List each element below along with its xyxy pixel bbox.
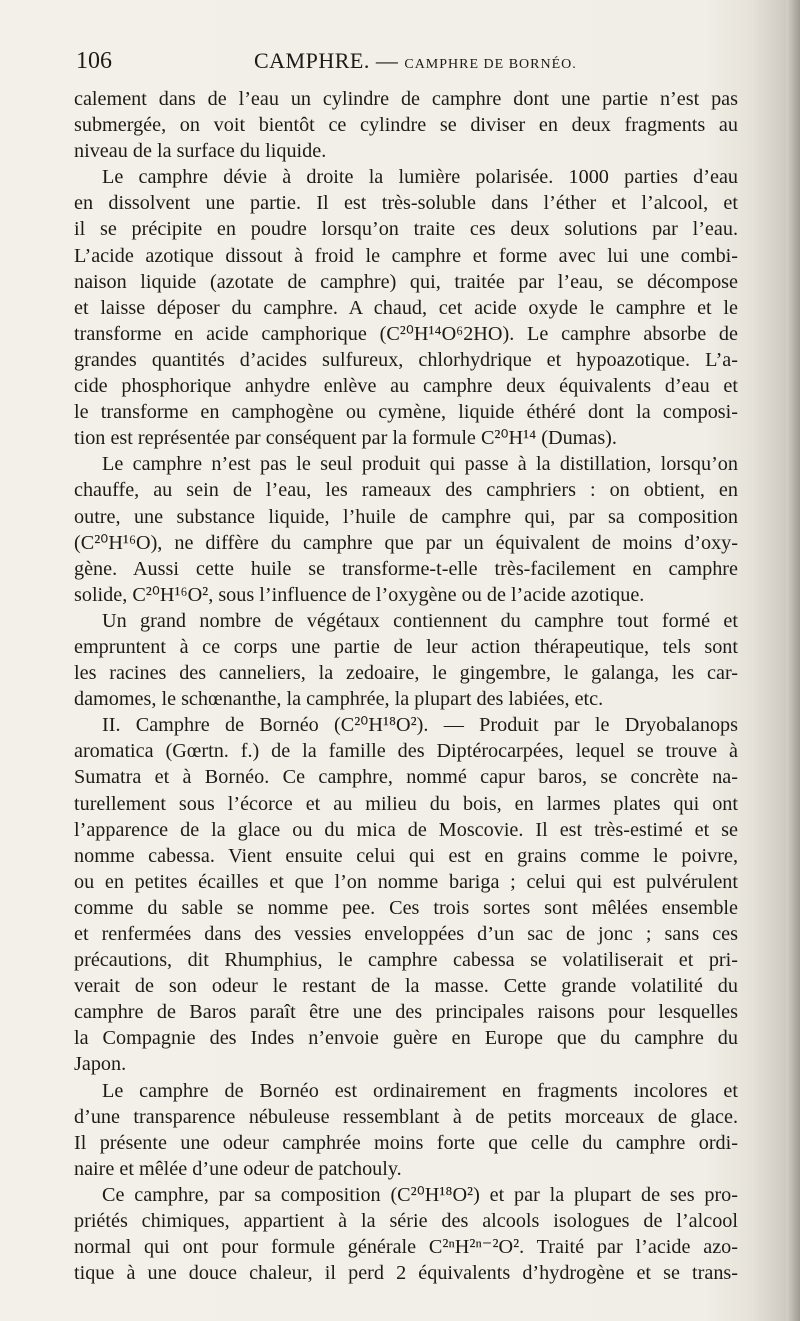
text-line: empruntent à ce corps une partie de leur action thérapeutique, tels sont [74, 635, 738, 658]
text-line: II. Camphre de Bornéo (C²⁰H¹⁸O²). — Produit par le Dryobalanops [102, 714, 738, 737]
text-line: damomes, le schœnanthe, la camphrée, la plupart des labiées, etc. [74, 688, 604, 711]
text-line: L’acide azotique dissout à froid le camphre et forme avec lui une combi- [74, 244, 738, 267]
text-line: en dissolvent une partie. Il est très-soluble dans l’éther et l’alcool, et [74, 192, 738, 215]
text-line: il se précipite en poudre lorsqu’on traite ces deux solutions par l’eau. [74, 218, 738, 241]
header-subtitle: CAMPHRE DE BORNÉO. [404, 57, 577, 72]
text-line: solide, C²⁰H¹⁶O², sous l’influence de l’oxygène ou de l’acide azotique. [74, 583, 645, 606]
page-number: 106 [76, 48, 112, 74]
text-line: aromatica (Gœrtn. f.) de la famille des Diptérocarpées, lequel se trouve à [74, 740, 738, 763]
text-line: nomme cabessa. Vient ensuite celui qui est en grains comme le poivre, [74, 844, 738, 867]
page-edge-shadow [786, 0, 800, 1321]
text-line: les racines des canneliers, la zedoaire, le gingembre, le galanga, les car- [74, 662, 738, 685]
header-main-title: CAMPHRE. [254, 48, 370, 73]
text-line: Le camphre n’est pas le seul produit qui passe à la distillation, lorsqu’on [102, 453, 738, 476]
text-line: camphre de Baros paraît être une des principales raisons pour lesquelles [74, 1001, 738, 1024]
text-line: tique à une douce chaleur, il perd 2 équivalents d’hydrogène et se trans- [74, 1262, 738, 1285]
text-line: gène. Aussi cette huile se transforme-t-elle très-facilement en camphre [74, 557, 738, 580]
text-line: submergée, on voit bientôt ce cylindre se diviser en deux fragments au [74, 114, 738, 137]
text-line: calement dans de l’eau un cylindre de camphre dont une partie n’est pas [74, 88, 738, 110]
text-line: Il présente une odeur camphrée moins forte que celle du camphre ordi- [74, 1131, 738, 1154]
text-line: turellement sous l’écorce et au milieu du bois, en larmes plates qui ont [74, 792, 738, 815]
text-line: ou en petites écailles et que l’on nomme bariga ; celui qui est pulvérulent [74, 870, 738, 893]
text-line: le transforme en camphogène ou cymène, liquide éthéré dont la composi- [74, 401, 738, 424]
text-line: précautions, dit Rhumphius, le camphre cabessa se volatiliserait et pri- [74, 949, 738, 972]
text-line: naire et mêlée d’une odeur de patchouly. [74, 1157, 402, 1180]
text-line: transforme en acide camphorique (C²⁰H¹⁴O⁶2HO). Le camphre absorbe de [74, 322, 738, 345]
text-line: Un grand nombre de végétaux contiennent du camphre tout formé et [102, 609, 738, 632]
text-line: naison liquide (azotate de camphre) qui, traitée par l’eau, se décompose [74, 270, 738, 293]
body-text [74, 86, 738, 1286]
text-line: Le camphre de Bornéo est ordinairement en fragments incolores et [102, 1079, 738, 1102]
text-line: chauffe, au sein de l’eau, les rameaux des camphriers : on obtient, en [74, 479, 738, 502]
text-line: outre, une substance liquide, l’huile de camphre qui, par sa composition [74, 505, 738, 528]
header-dash: — [375, 48, 399, 73]
text-line: comme du sable se nomme pee. Ces trois sortes sont mêlées ensemble [74, 896, 738, 919]
text-line: l’apparence de la glace ou du mica de Moscovie. Il est très-estimé et se [74, 818, 738, 841]
text-line: priétés chimiques, appartient à la série des alcools isologues de l’alcool [74, 1210, 738, 1233]
header-title [254, 48, 577, 74]
text-line: Japon. [74, 1053, 127, 1076]
text-line: grandes quantités d’acides sulfureux, chlorhydrique et hypoazotique. L’a- [74, 348, 738, 371]
text-line: Ce camphre, par sa composition (C²⁰H¹⁸O²) et par la plupart de ses pro- [102, 1183, 738, 1206]
text-line: et laisse déposer du camphre. A chaud, cet acide oxyde le camphre et le [74, 296, 738, 319]
text-line: verait de son odeur le restant de la masse. Cette grande volatilité du [74, 975, 738, 998]
text-line: la Compagnie des Indes n’envoie guère en Europe que du camphre du [74, 1027, 738, 1050]
text-line: normal qui ont pour formule générale C²ⁿH²ⁿ⁻²O². Traité par l’acide azo- [74, 1236, 738, 1259]
text-line: Sumatra et à Bornéo. Ce camphre, nommé capur baros, se concrète na- [74, 766, 738, 789]
text-line: d’une transparence nébuleuse ressemblant à de petits morceaux de glace. [74, 1105, 738, 1128]
text-line: cide phosphorique anhydre enlève au camphre deux équivalents d’eau et [74, 375, 738, 398]
text-line: (C²⁰H¹⁶O), ne diffère du camphre que par un équivalent de moins d’oxy- [74, 531, 738, 554]
running-header [74, 46, 744, 82]
text-line: Le camphre dévie à droite la lumière polarisée. 1000 parties d’eau [102, 166, 738, 189]
text-line: niveau de la surface du liquide. [74, 140, 327, 163]
text-line: tion est représentée par conséquent par la formule C²⁰H¹⁴ (Dumas). [74, 427, 617, 450]
text-line: et renfermées dans des vessies enveloppées d’un sac de jonc ; sans ces [74, 923, 738, 945]
